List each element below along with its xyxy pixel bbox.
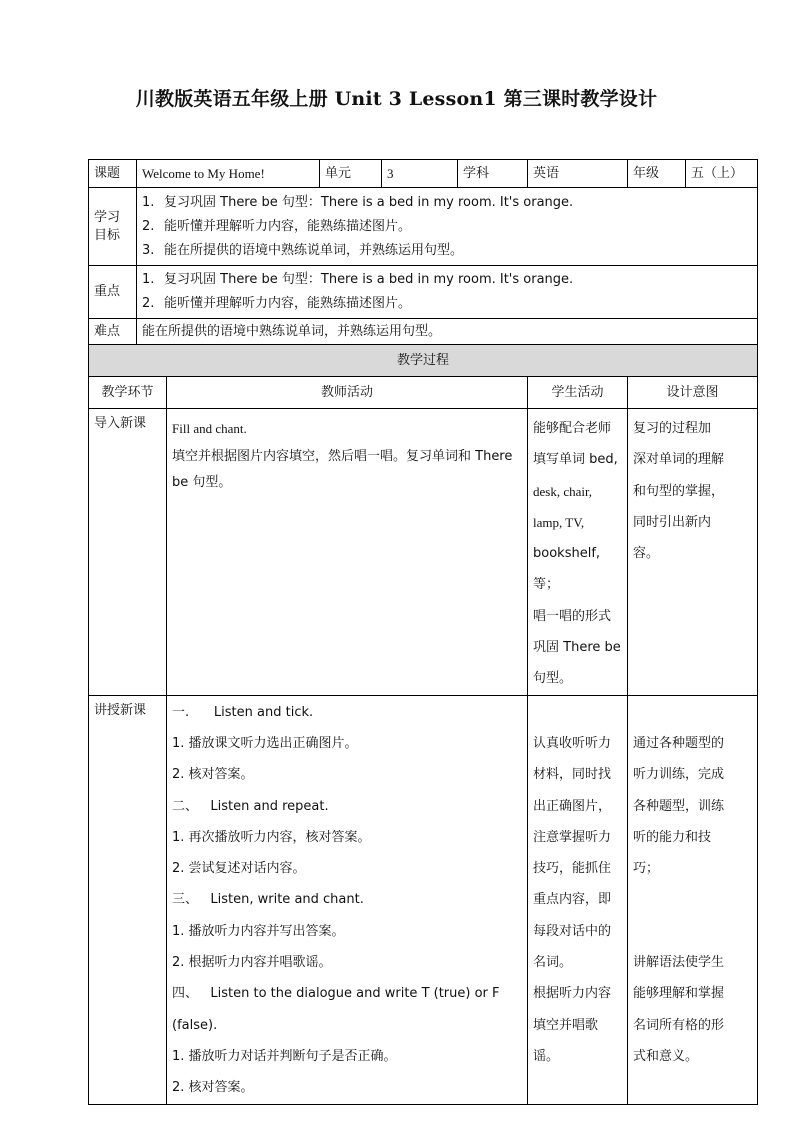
- key-points-label: 重点: [89, 266, 137, 319]
- key-point-item: 2. 能听懂并理解听力内容，能熟练描述图片。: [142, 296, 412, 311]
- col-stage-header: 教学环节: [89, 377, 167, 409]
- topic-value: Welcome to My Home!: [137, 160, 320, 188]
- objectives-content: [137, 188, 758, 266]
- lesson-plan-table: [88, 159, 758, 1105]
- subject-label: 学科: [458, 160, 528, 188]
- col-teacher-header: 教师活动: [167, 377, 528, 409]
- new-lesson-intent: 通过各种题型的 听力训练，完成 各种题型，训练 听的能力和技 巧； 讲解语法使学生 能够理解和掌握 名词所有格的形 式和意义。: [628, 695, 758, 1104]
- grade-label: 年级: [628, 160, 686, 188]
- new-lesson-student: 认真收听听力 材料，同时找 出正确图片， 注意掌握听力 技巧，能抓住 重点内容，即 每段对话中的 名词。 根据听力内容 填空并唱歌 谣。: [528, 695, 628, 1104]
- intro-teacher: Fill and chant. 填空并根据图片内容填空，然后唱一唱。复习单词和 There be 句型。: [167, 409, 528, 696]
- objective-item: 3. 能在所提供的语境中熟练说单词，并熟练运用句型。: [142, 242, 464, 258]
- intro-student: 能够配合老师 填写单词 bed, desk, chair, lamp, TV, bookshelf,等； 唱一唱的形式 巩固 There be 句型。: [528, 409, 628, 696]
- col-student-header: 学生活动: [528, 377, 628, 409]
- unit-value: 3: [382, 160, 458, 188]
- intro-stage: 导入新课: [89, 409, 167, 696]
- objective-item: 1. 复习巩固 There be 句型：There is a bed in my room. It's orange.: [142, 194, 574, 210]
- new-lesson-teacher: 一. Listen and tick. 1. 播放课文听力选出正确图片。 2. 核对答案。 二、 Listen and repeat. 1. 再次播放听力内容，核对答案。 2. 尝试复述对话内容。 三、 Listen, write and chant. 1. 播放听力内容并写出答案。 2. 根据听力内容并唱歌谣。 四、 Listen to the dialogue and write T (true) or F (false). 1. 播放听力对话并判断句子是否正确。 2. 核对答案。: [167, 695, 528, 1104]
- document-title: 川教版英语五年级上册 Unit 3 Lesson1 第三课时教学设计: [135, 88, 658, 110]
- key-points-content: [137, 266, 758, 319]
- topic-label: 课题: [89, 160, 137, 188]
- col-intent-header: 设计意图: [628, 377, 758, 409]
- intro-intent: 复习的过程加 深对单词的理解 和句型的掌握， 同时引出新内 容。: [628, 409, 758, 696]
- process-heading: 教学过程: [89, 345, 758, 377]
- objective-item: 2. 能听懂并理解听力内容，能熟练描述图片。: [142, 218, 412, 234]
- difficulty-label: 难点: [89, 319, 137, 345]
- difficulty-content: 能在所提供的语境中熟练说单词，并熟练运用句型。: [137, 319, 758, 345]
- new-lesson-stage: 讲授新课: [89, 695, 167, 1104]
- subject-value: 英语: [528, 160, 628, 188]
- objectives-label: 学习目标: [89, 188, 137, 266]
- key-point-item: 1. 复习巩固 There be 句型：There is a bed in my room. It's orange.: [142, 272, 574, 287]
- unit-label: 单元: [320, 160, 382, 188]
- grade-value: 五（上）: [686, 160, 758, 188]
